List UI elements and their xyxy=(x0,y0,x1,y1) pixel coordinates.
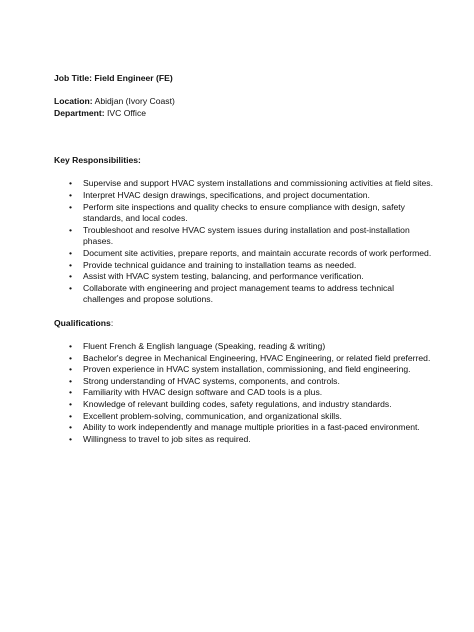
list-item-text: Familiarity with HVAC design software and CAD tools is a plus. xyxy=(83,387,323,398)
responsibilities-heading: Key Responsibilities: xyxy=(54,155,141,166)
list-item xyxy=(54,283,434,306)
bullet-icon: • xyxy=(69,364,73,375)
list-item-text: Interpret HVAC design drawings, specifications, and project documentation. xyxy=(83,189,370,200)
list-item xyxy=(54,248,434,260)
list-item xyxy=(54,411,434,423)
list-item-text: Strong understanding of HVAC systems, components, and controls. xyxy=(83,375,340,386)
bullet-icon: • xyxy=(69,398,73,409)
bullet-icon: • xyxy=(69,410,73,421)
bullet-icon: • xyxy=(69,271,73,282)
bullet-icon: • xyxy=(69,259,73,270)
bullet-icon: • xyxy=(69,178,73,189)
bullet-icon: • xyxy=(69,201,73,212)
qualifications-heading-colon: : xyxy=(110,317,114,328)
list-item xyxy=(54,202,434,225)
bullet-icon: • xyxy=(69,341,73,351)
list-item-text: Proven experience in HVAC system installation, commissioning, and field engineering. xyxy=(83,364,411,375)
list-item-text: Supervise and support HVAC system installations and commissioning activities at field sites. xyxy=(83,178,433,189)
department-value: IVC Office xyxy=(104,107,147,118)
list-item xyxy=(54,399,434,411)
list-item xyxy=(54,271,434,283)
list-item xyxy=(54,364,434,376)
bullet-icon: • xyxy=(69,352,73,363)
list-item xyxy=(54,376,434,388)
list-item-text: Bachelor's degree in Mechanical Engineering, HVAC Engineering, or related field preferred. xyxy=(83,352,431,363)
list-item-text: Willingness to travel to job sites as required. xyxy=(83,433,251,444)
location-value: Abidjan (Ivory Coast) xyxy=(92,96,175,107)
list-item-text: Provide technical guidance and training to installation teams as needed. xyxy=(83,259,357,270)
list-item-text: Troubleshoot and resolve HVAC system issues during installation and post-installation phases. xyxy=(83,224,410,247)
bullet-icon: • xyxy=(69,433,73,444)
location-line xyxy=(54,96,434,108)
list-item-text: Collaborate with engineering and project management teams to address technical challenges and propose solutions. xyxy=(83,282,394,305)
list-item xyxy=(54,341,434,353)
list-item xyxy=(54,387,434,399)
location-label: Location: xyxy=(54,96,93,107)
list-item xyxy=(54,225,434,248)
qualifications-list xyxy=(54,341,434,445)
list-item xyxy=(54,353,434,365)
list-item xyxy=(54,434,434,446)
job-meta xyxy=(54,96,434,119)
list-item-text: Document site activities, prepare reports, and maintain accurate records of work performed. xyxy=(83,247,432,258)
list-item xyxy=(54,190,434,202)
list-item-text: Fluent French & English language (Speaking, reading & writing) xyxy=(83,341,326,351)
bullet-icon: • xyxy=(69,282,73,293)
bullet-icon: • xyxy=(69,247,73,258)
list-item-text: Perform site inspections and quality checks to ensure compliance with design, safety standards, and local codes. xyxy=(83,201,405,224)
list-item xyxy=(54,260,434,272)
list-item-text: Excellent problem-solving, communication, and organizational skills. xyxy=(83,410,342,421)
list-item-text: Ability to work independently and manage multiple priorities in a fast-paced environment. xyxy=(83,422,420,433)
qualifications-heading-text: Qualifications xyxy=(54,317,111,328)
list-item-text: Knowledge of relevant building codes, safety regulations, and industry standards. xyxy=(83,398,392,409)
department-label: Department: xyxy=(54,107,105,118)
qualifications-heading xyxy=(54,318,434,330)
bullet-icon: • xyxy=(69,189,73,200)
responsibilities-list xyxy=(54,178,434,306)
bullet-icon: • xyxy=(69,224,73,235)
bullet-icon: • xyxy=(69,375,73,386)
bullet-icon: • xyxy=(69,422,73,433)
department-line xyxy=(54,108,434,120)
list-item xyxy=(54,178,434,190)
job-title: Job Title: Field Engineer (FE) xyxy=(54,73,173,83)
list-item-text: Assist with HVAC system testing, balancing, and performance verification. xyxy=(83,271,364,282)
list-item xyxy=(54,422,434,434)
bullet-icon: • xyxy=(69,387,73,398)
